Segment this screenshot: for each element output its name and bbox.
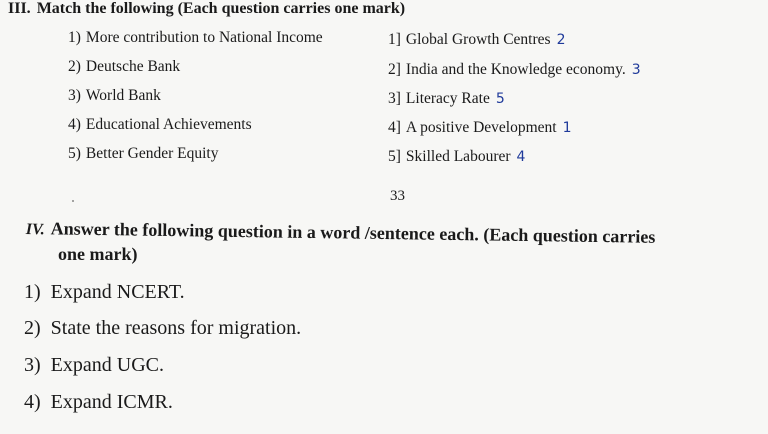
left-item-text: Better Gender Equity [85, 145, 219, 162]
right-item-5 [388, 148, 525, 166]
left-item-index: 4) [68, 116, 81, 133]
section-4-title-continued: one mark) [58, 244, 138, 264]
left-item-index: 2) [68, 58, 81, 75]
left-item-index: 3) [68, 87, 81, 104]
question-4 [24, 391, 173, 414]
right-item-text: Literacy Rate [405, 90, 490, 107]
question-text: State the reasons for migration. [50, 317, 302, 339]
section-4-title: Answer the following question in a word /sentence each. (Each question carries [50, 218, 656, 247]
question-index: 4) [24, 391, 41, 413]
question-1 [24, 281, 185, 304]
question-3 [24, 354, 164, 377]
handwritten-answer: 4 [516, 149, 526, 165]
left-item-4 [68, 116, 252, 134]
right-item-index: 5] [388, 148, 401, 165]
right-item-3 [388, 90, 505, 108]
handwritten-answer: 3 [631, 62, 641, 78]
left-item-text: Educational Achievements [85, 116, 252, 133]
section-4-number: IV. [25, 220, 45, 239]
question-index: 3) [24, 354, 41, 376]
left-item-2 [68, 58, 180, 76]
page-number: 33 [390, 188, 405, 204]
handwritten-answer: 5 [495, 91, 505, 107]
stray-mark [72, 200, 74, 202]
right-item-index: 2] [388, 61, 401, 78]
left-item-1 [68, 29, 323, 47]
left-item-3 [68, 87, 161, 105]
right-item-text: A positive Development [405, 119, 557, 136]
left-item-text: World Bank [85, 87, 161, 104]
right-item-index: 3] [388, 90, 401, 107]
right-item-4 [388, 119, 572, 137]
left-item-index: 5) [68, 145, 81, 162]
section-3-heading [8, 0, 405, 18]
left-item-index: 1) [68, 29, 81, 46]
question-text: Expand NCERT. [50, 281, 185, 303]
right-item-text: Global Growth Centres [405, 31, 551, 48]
question-text: Expand UGC. [50, 354, 164, 376]
question-2 [24, 317, 301, 340]
right-item-index: 4] [388, 119, 401, 136]
question-text: Expand ICMR. [50, 391, 173, 413]
question-index: 1) [24, 281, 41, 303]
handwritten-answer: 1 [562, 120, 572, 136]
right-item-1 [388, 31, 565, 49]
question-index: 2) [24, 317, 41, 339]
section-3-title: Match the following (Each question carries one mark) [36, 0, 406, 17]
left-item-text: More contribution to National Income [85, 29, 323, 46]
handwritten-answer: 2 [556, 32, 566, 48]
left-item-5 [68, 145, 219, 163]
right-item-index: 1] [388, 31, 401, 48]
right-item-text: Skilled Labourer [405, 148, 511, 165]
left-item-text: Deutsche Bank [85, 58, 181, 75]
right-item-text: India and the Knowledge economy. [405, 61, 626, 78]
section-3-number: III. [8, 0, 31, 17]
right-item-2 [388, 61, 641, 79]
